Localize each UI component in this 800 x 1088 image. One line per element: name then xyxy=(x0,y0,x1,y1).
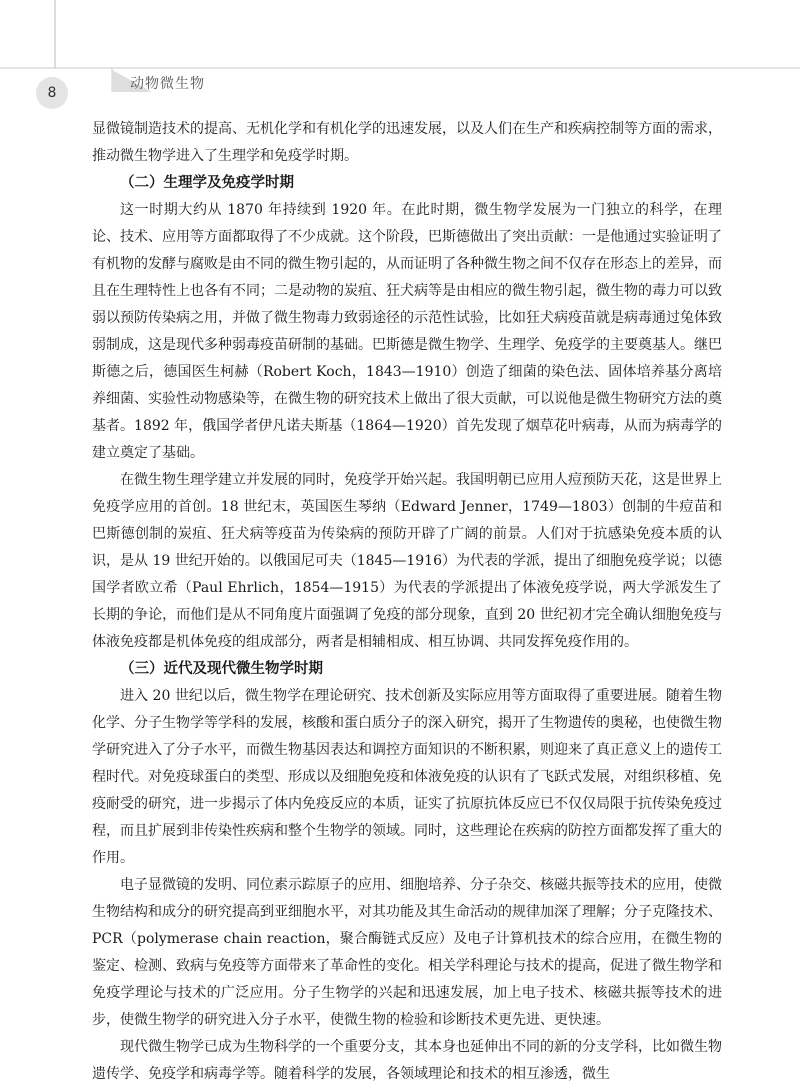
page-body xyxy=(92,116,722,1088)
section-heading: （三）近代及现代微生物学时期 xyxy=(120,661,323,677)
paragraph: 显微镜制造技术的提高、无机化学和有机化学的迅速发展，以及人们在生产和疾病控制等方面的需求，推动微生物学进入了生理学和免疫学时期。 xyxy=(92,121,722,164)
paragraph: 在微生物生理学建立并发展的同时，免疫学开始兴起。我国明朝已应用人痘预防天花，这是世界上免疫学应用的首创。18 世纪末，英国医生琴纳（Edward Jenner，1749—1803）创制的牛痘苗和巴斯德创制的炭疽、狂犬病等疫苗为传染病的预防开辟了广阔的前景。人们对于抗感染免疫本质的认识，是从 19 世纪开始的。以俄国尼可夫（1845—1916）为代表的学派，提出了细胞免疫学说；以德国学者欧立希（Paul Ehrlich，1854—1915）为代表的学派提出了体液免疫学说，两大学派发生了长期的争论，而他们是从不同角度片面强调了免疫的部分现象，直到 20 世纪初才完全确认细胞免疫与体液免疫都是机体免疫的组成部分，两者是相辅相成、相互协调、共同发挥免疫作用的。 xyxy=(92,472,722,650)
page-number: 8 xyxy=(47,85,57,101)
running-title: 动物微生物 xyxy=(130,76,205,92)
paragraph: 电子显微镜的发明、同位素示踪原子的应用、细胞培养、分子杂交、核磁共振等技术的应用，使微生物结构和成分的研究提高到亚细胞水平，对其功能及其生命活动的规律加深了理解；分子克隆技术、PCR（polymerase chain reaction，聚合酶链式反应）及电子计算机技术的综合应用，在微生物的鉴定、检测、致病与免疫等方面带来了革命性的变化。相关学科理论与技术的提高，促进了微生物学和免疫学理论与技术的广泛应用。分子生物学的兴起和迅速发展，加上电子技术、核磁共振等技术的进步，使微生物学的研究进入分子水平，使微生物的检验和诊断技术更先进、更快速。 xyxy=(92,877,722,1028)
paragraph: 这一时期大约从 1870 年持续到 1920 年。在此时期，微生物学发展为一门独立的科学，在理论、技术、应用等方面都取得了不少成就。这个阶段，巴斯德做出了突出贡献：一是他通过实验证明了有机物的发酵与腐败是由不同的微生物引起的，从而证明了各种微生物之间不仅存在形态上的差异，而且在生理特性上也各有不同；二是动物的炭疽、狂犬病等是由相应的微生物引起，微生物的毒力可以致弱以预防传染病之用，并做了微生物毒力致弱途径的示范性试验，比如狂犬病疫苗就是病毒通过兔体致弱制成，这是现代多种弱毒疫苗研制的基础。巴斯德是微生物学、生理学、免疫学的主要奠基人。继巴斯德之后，德国医生柯赫（Robert Koch，1843—1910）创造了细菌的染色法、固体培养基分离培养细菌、实验性动物感染等，在微生物的研究技术上做出了很大贡献，可以说他是微生物研究方法的奠基者。1892 年，俄国学者伊凡诺夫斯基（1864—1920）首先发现了烟草花叶病毒，从而为病毒学的建立奠定了基础。 xyxy=(92,202,722,461)
paragraph: 现代微生物学已成为生物科学的一个重要分支，其本身也延伸出不同的新的分支学科，比如微生物遗传学、免疫学和病毒学等。随着科学的发展，各领域理论和技术的相互渗透，微生 xyxy=(92,1039,722,1082)
paragraph: 进入 20 世纪以后，微生物学在理论研究、技术创新及实际应用等方面取得了重要进展。随着生物化学、分子生物学等学科的发展，核酸和蛋白质分子的深入研究，揭开了生物遗传的奥秘，也使微生物学研究进入了分子水平，而微生物基因表达和调控方面知识的不断积累，则迎来了真正意义上的遗传工程时代。对免疫球蛋白的类型、形成以及细胞免疫和体液免疫的认识有了飞跃式发展，对组织移植、免疫耐受的研究，进一步揭示了体内免疫反应的本质，证实了抗原抗体反应已不仅仅局限于抗传染免疫过程，而且扩展到非传染性疾病和整个生物学的领域。同时，这些理论在疾病的防控方面都发挥了重大的作用。 xyxy=(92,688,722,866)
section-heading: （二）生理学及免疫学时期 xyxy=(120,175,294,191)
header-decoration xyxy=(0,0,800,115)
